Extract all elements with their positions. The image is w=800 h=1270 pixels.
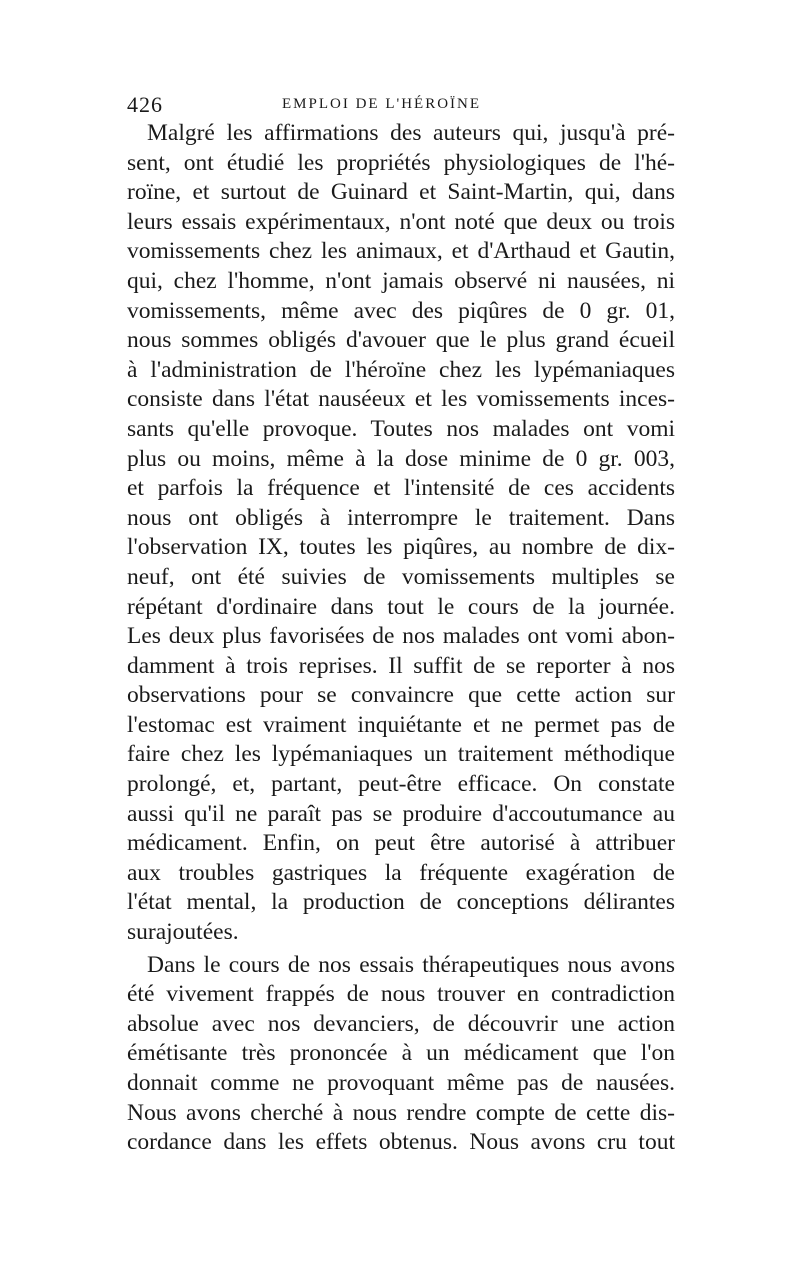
text-line: faire chez les lypémaniaques un traitement méthodique [127,741,675,768]
page-number: 426 [127,92,163,117]
text-line: l'observation IX, toutes les piqûres, au nombre de dix- [127,534,675,561]
text-line: nous ont obligés à interrompre le traitement. Dans [127,504,675,531]
text-line: répétant d'ordinaire dans tout le cours de la journée. [127,593,675,620]
text-line: Malgré les affirmations des auteurs qui, jusqu'à pré- [147,120,675,146]
text-line: Nous avons cherché à nous rendre compte de cette dis- [127,1099,675,1126]
text-line: été vivement frappés de nous trouver en contradiction [127,981,675,1008]
text-line: donnait comme ne provoquant même pas de nausées. [127,1070,675,1096]
text-line: sent, ont étudié les propriétés physiologiques de l'hé- [127,149,675,176]
running-title: EMPLOI DE L'HÉROÏNE [282,96,482,112]
text-line: surajoutées. [127,919,239,946]
text-line: Les deux plus favorisées de nos malades ont vomi abon- [127,623,675,650]
text-line: leurs essais expérimentaux, n'ont noté que deux ou trois [127,208,675,235]
text-line: émétisante très prononcée à un médicament que l'on [127,1040,675,1067]
text-line: qui, chez l'homme, n'ont jamais observé ni nausées, ni [127,267,675,294]
text-line: damment à trois reprises. Il suffit de se reporter à nos [127,652,675,679]
paragraph-1 [127,119,675,948]
text-line: médicament. Enfin, on peut être autorisé à attribuer [127,830,675,857]
text-line: aussi qu'il ne paraît pas se produire d'accoutumance au [127,800,675,827]
text-line: à l'administration de l'héroïne chez les lypémaniaques [127,356,675,383]
text-line: roïne, et surtout de Guinard et Saint-Martin, qui, dans [127,179,675,206]
running-head [127,92,675,116]
text-line: l'estomac est vraiment inquiétante et ne permet pas de [127,711,675,738]
text-line: et parfois la fréquence et l'intensité de ces accidents [127,475,675,502]
text-line: vomissements, même avec des piqûres de 0 gr. 01, [127,297,675,324]
text-line: l'état mental, la production de conceptions délirantes [127,889,675,916]
text-line: absolue avec nos devanciers, de découvrir une action [127,1010,675,1037]
text-line: Dans le cours de nos essais thérapeutiques nous avons [147,951,675,978]
text-line: neuf, ont été suivies de vomissements multiples se [127,563,675,590]
text-line: observations pour se convaincre que cette action sur [127,682,675,709]
text-line: sants qu'elle provoque. Toutes nos malades ont vomi [127,415,675,442]
text-line: nous sommes obligés d'avouer que le plus grand écueil [127,327,675,354]
text-line: consiste dans l'état nauséeux et les vomissements inces- [127,386,675,413]
paragraph-2 [127,951,675,1158]
text-line: cordance dans les effets obtenus. Nous avons cru tout [127,1129,675,1156]
body-text [127,119,675,1158]
text-line: vomissements chez les animaux, et d'Arthaud et Gautin, [127,238,675,265]
text-line: aux troubles gastriques la fréquente exagération de [127,859,675,886]
text-line: prolongé, et, partant, peut-être efficace. On constate [127,771,675,798]
text-line: plus ou moins, même à la dose minime de 0 gr. 003, [127,445,675,472]
